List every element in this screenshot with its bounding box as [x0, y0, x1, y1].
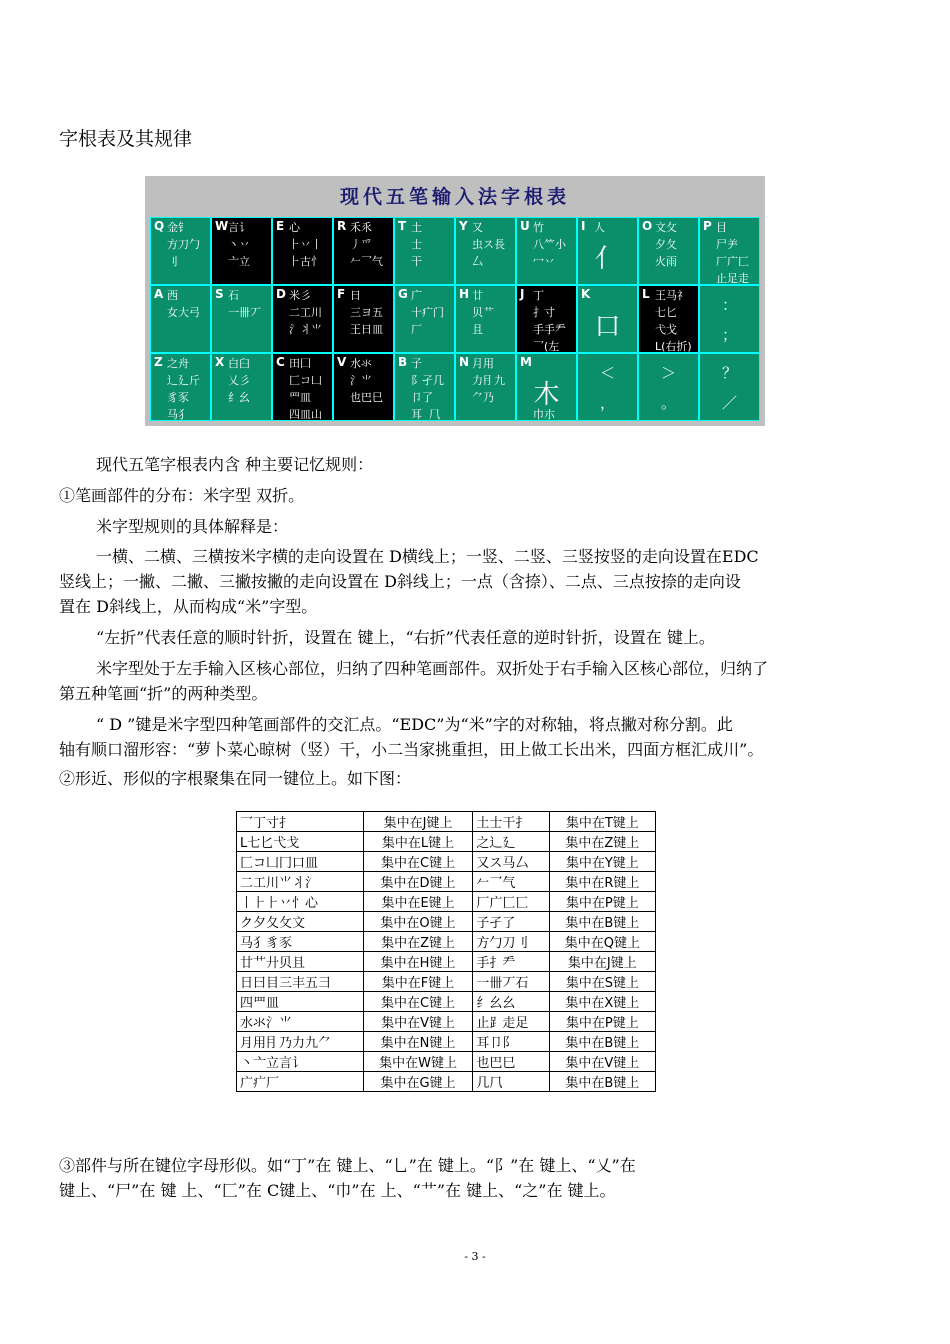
key-location-cell: 集中在N键上: [363, 1032, 473, 1052]
key-location-cell: 集中在O键上: [363, 912, 473, 932]
key-roots: 水氺 氵⺌ 也巴巳: [350, 357, 383, 404]
key-letter: J: [520, 287, 525, 301]
key-a: [151, 286, 210, 352]
root-group-cell: 之辶廴: [473, 832, 549, 852]
key-roots: 月用 力⺝九 ⺈乃: [472, 357, 505, 404]
key-y: [456, 218, 515, 284]
key-main-root: 亻: [594, 244, 621, 274]
key-v: [334, 354, 393, 420]
key-roots: 王马礻 七匕 弋戈 L(右折): [655, 289, 692, 353]
key-location-cell: 集中在P键上: [549, 1012, 655, 1032]
key-p: [700, 218, 759, 284]
key-letter: N: [459, 355, 470, 369]
paragraph-rule-3-cont: 键上、“尸”在 键 上、“匚”在 C键上、“巾”在 上、“艹”在 键上、“之”在 键上。: [59, 1181, 616, 1200]
key-location-cell: 集中在G键上: [363, 1072, 473, 1092]
section-heading: 字根表及其规律: [59, 128, 193, 150]
root-group-cell: 乛丁寸扌: [237, 812, 364, 832]
key-location-cell: 集中在Q键上: [549, 932, 655, 952]
key-letter: G: [398, 287, 408, 301]
key-roots: 白臼 乂彡 纟幺: [228, 357, 250, 404]
key-f: [334, 286, 393, 352]
key-letter: D: [276, 287, 286, 301]
keyboard-root-chart: [145, 176, 765, 438]
key-k: [578, 286, 637, 352]
table-row: [237, 1072, 656, 1092]
key-roots: 言讠 丶丷 亠立: [228, 221, 250, 268]
key-roots: 目 尸⺶ 厂广匚 止足走: [716, 221, 749, 285]
key-location-cell: 集中在R键上: [549, 872, 655, 892]
key-roots: 巾朩: [533, 408, 555, 421]
key-letter: I: [581, 219, 586, 233]
table-row: [237, 852, 656, 872]
key-roots: 日 三ヨ五 王日皿: [350, 289, 383, 336]
key-s: [212, 286, 271, 352]
key-punctuation: ＞ 。: [660, 364, 676, 412]
key-location-cell: 集中在H键上: [363, 952, 473, 972]
root-group-cell: 也巴巳: [473, 1052, 549, 1072]
key-location-cell: 集中在F键上: [363, 972, 473, 992]
paragraph-line: “左折”代表任意的顺时针折，设置在 键上，“右折”代表任意的逆时针折，设置在 键上。: [96, 628, 715, 647]
root-group-cell: ク夕夂攵文: [237, 912, 364, 932]
key-letter: U: [520, 219, 530, 233]
paragraph-rule-1: ①笔画部件的分布：米字型 双折。: [59, 486, 305, 505]
table-row: [237, 832, 656, 852]
root-group-cell: 二工川⺌丬氵: [237, 872, 364, 892]
root-group-cell: 方勹刀刂: [473, 932, 549, 952]
root-group-cell: L七匕弋戈: [237, 832, 364, 852]
root-group-cell: 几⺇: [473, 1072, 549, 1092]
table-row: [237, 992, 656, 1012]
table-row: [237, 812, 656, 832]
key-letter: P: [703, 219, 712, 233]
key-roots: 田囗 匚コ凵 罒皿 四皿山川: [289, 357, 322, 438]
paragraph-line: 一横、二横、三横按米字横的走向设置在 D横线上；一竖、二竖、三竖按竖的走向设置在EDC: [96, 547, 759, 566]
key-location-cell: 集中在D键上: [363, 872, 473, 892]
key-location-cell: 集中在V键上: [363, 1012, 473, 1032]
table-row: [237, 1052, 656, 1072]
key-n: [456, 354, 515, 420]
key-c: [273, 354, 332, 438]
root-group-cell: 又ス马厶: [473, 852, 549, 872]
key-e: [273, 218, 332, 284]
key-b: [395, 354, 454, 420]
key-m: [517, 354, 576, 420]
root-group-cell: 四罒皿: [237, 992, 364, 1012]
key-roots: 子 阝孑几 卩了 耳 ⺇: [411, 357, 444, 421]
key-w: [212, 218, 271, 284]
table-row: [237, 1032, 656, 1052]
key-location-cell: 集中在B键上: [549, 1032, 655, 1052]
key-main-root: 木: [533, 380, 560, 410]
root-group-cell: 丶亠立言讠: [237, 1052, 364, 1072]
key-location-cell: 集中在Z键上: [549, 832, 655, 852]
key-roots: 竹 八⺮小 冖丷: [533, 221, 566, 268]
root-group-cell: 土士干扌: [473, 812, 549, 832]
root-group-cell: 水氺氵⺌: [237, 1012, 364, 1032]
key-i: [578, 218, 637, 284]
key-location-cell: 集中在E键上: [363, 892, 473, 912]
key-roots: 西 女大弓: [167, 289, 200, 319]
key-t: [395, 218, 454, 284]
root-group-cell: 广疒厂: [237, 1072, 364, 1092]
table-row: [237, 932, 656, 952]
paragraph-line: “ D ”键是米字型四种笔画部件的交汇点。“EDC”为“米”字的对称轴，将点撇对称分割。此: [96, 715, 733, 734]
key-q: [151, 218, 210, 284]
paragraph-line: 竖线上；一撇、二撇、三撇按撇的走向设置在 D斜线上；一点（含捺）、二点、三点按捺的走向设: [59, 572, 741, 591]
key-letter: Z: [154, 355, 163, 369]
key-roots: 人: [594, 221, 605, 234]
key-letter: L: [642, 287, 650, 301]
key-letter: X: [215, 355, 225, 369]
root-group-cell: 𠂉乛气: [473, 872, 549, 892]
key-letter: Y: [459, 219, 468, 233]
table-row: [237, 972, 656, 992]
root-group-cell: 手扌龵: [473, 952, 549, 972]
table-row: [237, 952, 656, 972]
key-o: [639, 218, 698, 284]
paragraph-rule-3: ③部件与所在键位字母形似。如“丁”在 键上、“乚”在 键上。“阝”在 键上、“乂”在: [59, 1156, 636, 1175]
key-roots: 石 一卌丆: [228, 289, 261, 319]
key-letter: M: [520, 355, 532, 369]
paragraph-line: 米字型处于左手输入区核心部位，归纳了四种笔画部件。双折处于右手输入区核心部位，归纳了: [96, 659, 769, 678]
paragraph-intro: 现代五笔字根表内含 种主要记忆规则：: [96, 455, 374, 474]
root-group-cell: 日曰目三丰五彐: [237, 972, 364, 992]
root-group-cell: 耳卩阝: [473, 1032, 549, 1052]
root-group-cell: 廿艹廾贝且: [237, 952, 364, 972]
key-location-cell: 集中在P键上: [549, 892, 655, 912]
root-group-cell: 月用⺝乃力九⺈: [237, 1032, 364, 1052]
root-group-cell: 厂广匚匸: [473, 892, 549, 912]
key-roots: 廿 贝艹 且: [472, 289, 494, 336]
key-location-cell: 集中在J键上: [549, 952, 655, 972]
root-group-cell: 纟幺幺: [473, 992, 549, 1012]
key-punct-27: [578, 354, 637, 420]
key-location-cell: 集中在C键上: [363, 992, 473, 1012]
key-location-cell: 集中在L键上: [363, 832, 473, 852]
paragraph-line: 轴有顺口溜形容：“萝卜菜心晾树（竖）干，小二当家挑重担，田上做工长出米，四面方框汇成川”。: [59, 740, 764, 759]
key-z: [151, 354, 210, 420]
key-location-cell: 集中在B键上: [549, 912, 655, 932]
similar-roots-table: [236, 811, 656, 1092]
key-roots: 米彡 二工川 氵丬⺌: [289, 289, 322, 336]
key-punctuation: ： ；: [721, 296, 737, 344]
root-group-cell: 马犭豸豕: [237, 932, 364, 952]
key-letter: E: [276, 219, 285, 233]
key-location-cell: 集中在C键上: [363, 852, 473, 872]
root-group-cell: 子孑了: [473, 912, 549, 932]
key-letter: W: [215, 219, 229, 233]
paragraph-line: 第五种笔画“折”的两种类型。: [59, 684, 268, 703]
key-location-cell: 集中在X键上: [549, 992, 655, 1012]
key-punct-19: [700, 286, 759, 352]
key-letter: O: [642, 219, 653, 233]
key-location-cell: 集中在W键上: [363, 1052, 473, 1072]
key-d: [273, 286, 332, 352]
key-letter: T: [398, 219, 407, 233]
key-punct-28: [639, 354, 698, 420]
root-group-cell: 丨⺊⺊丷忄心: [237, 892, 364, 912]
key-roots: 广 十疒门 厂: [411, 289, 444, 336]
paragraph-rule-1-explain: 米字型规则的具体解释是：: [96, 517, 289, 536]
key-location-cell: 集中在J键上: [363, 812, 473, 832]
key-location-cell: 集中在S键上: [549, 972, 655, 992]
paragraph-rule-2: ②形近、形似的字根聚集在同一键位上。如下图：: [59, 769, 412, 788]
root-group-cell: 止⻊走足: [473, 1012, 549, 1032]
key-j: [517, 286, 576, 352]
keyboard-chart-title: 现代五笔输入法字根表: [339, 186, 570, 208]
key-letter: A: [154, 287, 164, 301]
key-letter: F: [337, 287, 346, 301]
key-roots: 之舟 辶廴斤 豸豕 马犭: [167, 357, 200, 421]
key-roots: 文攵 夕夂 火雨: [655, 221, 677, 268]
table-row: [237, 892, 656, 912]
key-punctuation: ＜ ，: [599, 364, 615, 412]
key-roots: 心 ⺊丷丨 ⺊古忄: [289, 221, 322, 268]
key-roots: 丁 扌寸 手手龵 乛(左: [533, 289, 566, 353]
page-number: - 3 -: [464, 1250, 486, 1263]
key-h: [456, 286, 515, 352]
key-g: [395, 286, 454, 352]
root-group-cell: 匚コ凵冂口皿: [237, 852, 364, 872]
key-location-cell: 集中在Z键上: [363, 932, 473, 952]
table-row: [237, 912, 656, 932]
key-letter: B: [398, 355, 408, 369]
keyboard-key-grid: [150, 217, 760, 438]
key-letter: K: [581, 287, 591, 301]
key-l: [639, 286, 698, 352]
paragraph-line: 置在 D斜线上，从而构成“米”字型。: [59, 597, 318, 616]
key-location-cell: 集中在T键上: [549, 812, 655, 832]
key-letter: Q: [154, 219, 165, 233]
table-row: [237, 1012, 656, 1032]
key-punct-29: [700, 354, 759, 420]
key-letter: S: [215, 287, 224, 301]
key-location-cell: 集中在Y键上: [549, 852, 655, 872]
key-letter: V: [337, 355, 347, 369]
key-x: [212, 354, 271, 420]
key-roots: 金钅 方刀勹 刂: [167, 221, 200, 268]
key-punctuation: ？ ／: [721, 364, 737, 412]
key-u: [517, 218, 576, 284]
key-letter: R: [337, 219, 347, 233]
key-roots: 禾乑 丿爫 𠂉乛气: [350, 221, 383, 268]
key-letter: C: [276, 355, 285, 369]
key-main-root: 口: [594, 312, 621, 342]
key-roots: 土 士 干: [411, 221, 422, 268]
key-location-cell: 集中在B键上: [549, 1072, 655, 1092]
root-group-cell: 一卌丆石: [473, 972, 549, 992]
key-r: [334, 218, 393, 284]
key-location-cell: 集中在V键上: [549, 1052, 655, 1072]
key-roots: 又 虫ス長 厶: [472, 221, 505, 268]
table-row: [237, 872, 656, 892]
key-letter: H: [459, 287, 470, 301]
